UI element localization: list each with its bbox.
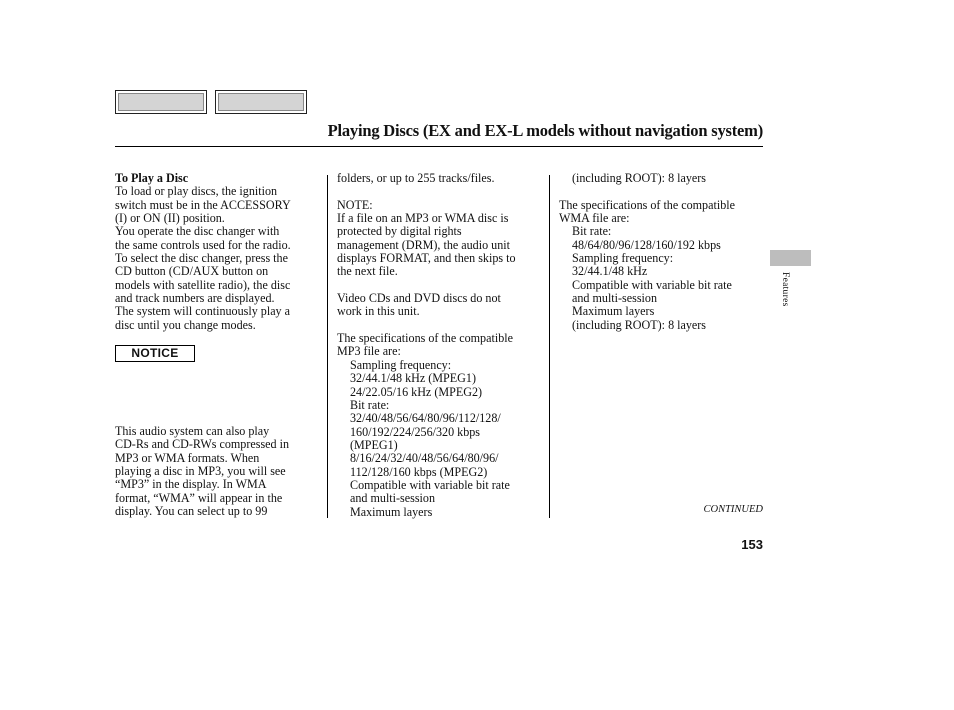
text-line: To select the disc changer, press the xyxy=(115,251,288,266)
text-line: management (DRM), the audio unit xyxy=(337,237,510,252)
text-line: 112/128/160 kbps (MPEG2) xyxy=(350,464,488,479)
text-line: CD button (CD/AUX button on xyxy=(115,264,269,279)
note-label: NOTE: xyxy=(337,197,373,212)
text-line: protected by digital rights xyxy=(337,224,462,239)
text-line: 32/40/48/56/64/80/96/112/128/ xyxy=(350,411,501,426)
page-number: 153 xyxy=(741,537,763,552)
text-line: To load or play discs, the ignition xyxy=(115,184,278,199)
col3-line1: (including ROOT): 8 layers xyxy=(572,171,707,185)
text-line: 160/192/224/256/320 kbps xyxy=(350,424,481,439)
text-line: and multi-session xyxy=(350,491,435,506)
col2-note xyxy=(337,212,547,279)
column-1 xyxy=(115,172,325,332)
text-line: Sampling frequency: xyxy=(572,251,674,266)
page-title: Playing Discs (EX and EX-L models without navigation system) xyxy=(327,121,763,140)
text-line: display. You can select up to 99 xyxy=(115,504,268,519)
text-line: WMA file are: xyxy=(559,211,630,226)
column-2 xyxy=(337,172,547,519)
text-line: playing a disc in MP3, you will see xyxy=(115,464,286,479)
text-line: The specifications of the compatible xyxy=(559,197,735,212)
section-tab xyxy=(770,250,811,266)
column-3 xyxy=(559,172,759,332)
text-line: and track numbers are displayed. xyxy=(115,291,275,306)
text-line: displays FORMAT, and then skips to xyxy=(337,251,516,266)
text-line: switch must be in the ACCESSORY xyxy=(115,197,291,212)
col2-spec-intro xyxy=(337,332,547,359)
text-line: models with satellite radio), the disc xyxy=(115,277,291,292)
column-divider-2 xyxy=(549,175,550,518)
text-line: (MPEG1) xyxy=(350,437,398,452)
text-line: Maximum layers xyxy=(572,304,655,319)
section-heading: To Play a Disc xyxy=(115,171,189,185)
text-line: “MP3” in the display. In WMA xyxy=(115,477,267,492)
text-line: 32/44.1/48 kHz xyxy=(572,264,648,279)
text-line: If a file on an MP3 or WMA disc is xyxy=(337,211,509,226)
text-line: Compatible with variable bit rate xyxy=(572,277,732,292)
col2-line1: folders, or up to 255 tracks/files. xyxy=(337,171,495,185)
text-line: Video CDs and DVD discs do not xyxy=(337,291,501,306)
text-line: MP3 file are: xyxy=(337,344,401,359)
text-line: The specifications of the compatible xyxy=(337,331,513,346)
text-line: (including ROOT): 8 layers xyxy=(572,317,707,332)
text-line: format, “WMA” will appear in the xyxy=(115,490,283,505)
text-line: CD-Rs and CD-RWs compressed in xyxy=(115,437,290,452)
col3-spec-intro xyxy=(559,199,759,226)
text-line: disc until you change modes. xyxy=(115,317,256,332)
text-line: the next file. xyxy=(337,264,398,279)
column-divider-1 xyxy=(327,175,328,518)
text-line: Sampling frequency: xyxy=(350,357,452,372)
nav-button-previous[interactable] xyxy=(115,90,207,114)
col2-video xyxy=(337,292,547,319)
text-line: MP3 or WMA formats. When xyxy=(115,450,260,465)
title-rule xyxy=(115,146,763,147)
col1-para1 xyxy=(115,185,325,332)
text-line: This audio system can also play xyxy=(115,424,270,438)
text-line: You operate the disc changer with xyxy=(115,224,280,239)
text-line: Bit rate: xyxy=(572,224,612,239)
text-line: 24/22.05/16 kHz (MPEG2) xyxy=(350,384,483,399)
text-line: and multi-session xyxy=(572,291,657,306)
text-line: 8/16/24/32/40/48/56/64/80/96/ xyxy=(350,451,499,466)
section-side-label: Features xyxy=(780,272,790,307)
col2-spec-items xyxy=(337,359,547,519)
col1-para2 xyxy=(115,425,289,518)
notice-label: NOTICE xyxy=(115,345,195,362)
text-line: (I) or ON (II) position. xyxy=(115,211,225,226)
text-line: Bit rate: xyxy=(350,397,390,412)
continued-label: CONTINUED xyxy=(703,504,763,515)
text-line: Compatible with variable bit rate xyxy=(350,477,510,492)
text-line: The system will continuously play a xyxy=(115,304,290,319)
text-line: Maximum layers xyxy=(350,504,433,519)
text-line: 32/44.1/48 kHz (MPEG1) xyxy=(350,371,476,386)
col3-spec-items xyxy=(559,225,759,332)
text-line: the same controls used for the radio. xyxy=(115,237,291,252)
nav-button-next[interactable] xyxy=(215,90,307,114)
text-line: work in this unit. xyxy=(337,304,420,319)
text-line: 48/64/80/96/128/160/192 kbps xyxy=(572,237,721,252)
